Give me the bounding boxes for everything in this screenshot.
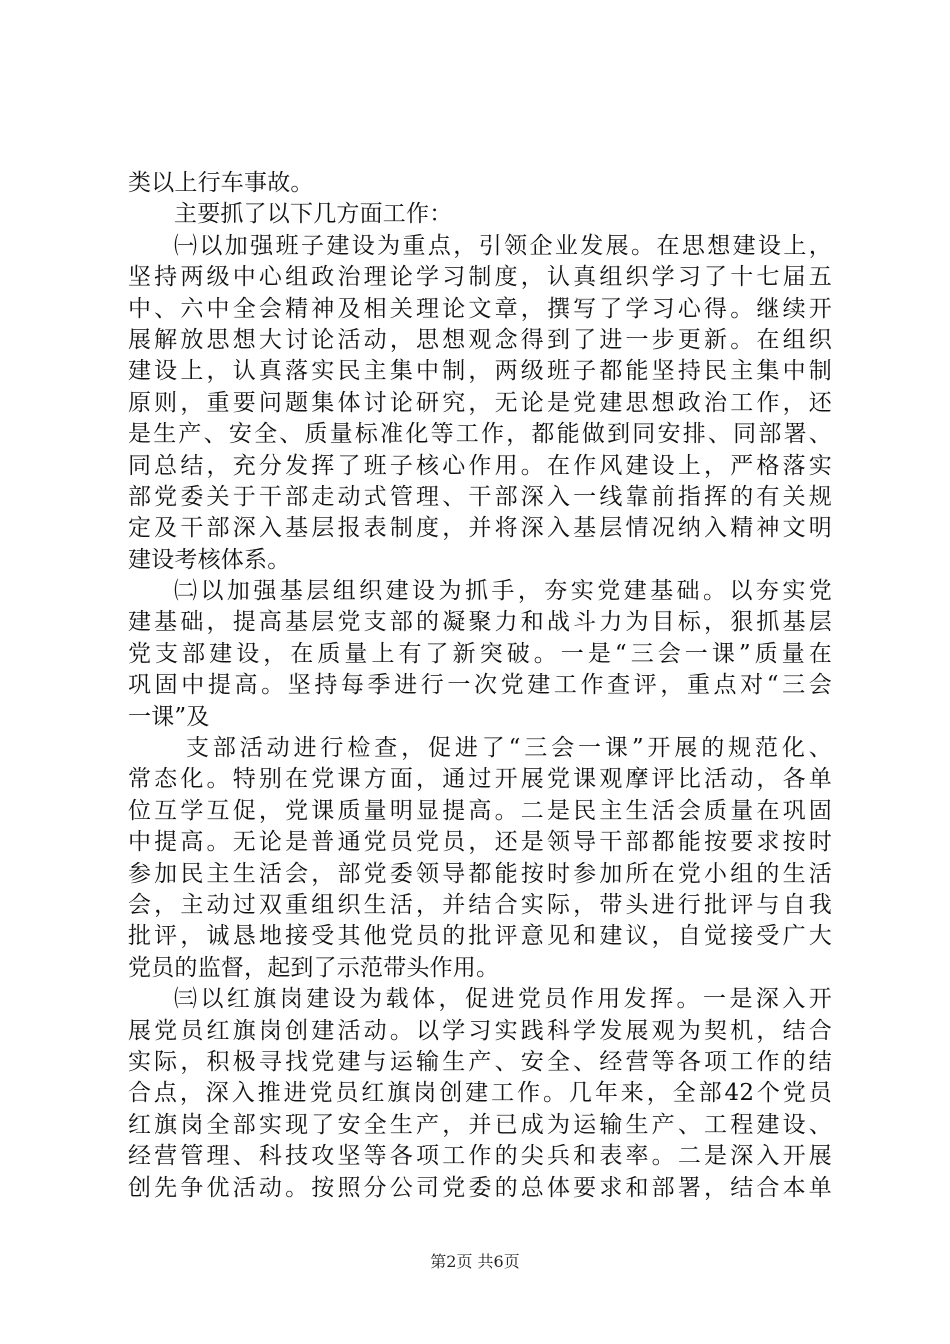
text-line: 党支部建设，在质量上有了新突破。一是“三会一课”质量在 <box>128 640 832 667</box>
text-line: ㈠以加强班子建设为重点，引领企业发展。在思想建设上， <box>174 232 832 259</box>
text-line: 建设上，认真落实民主集中制，两级班子都能坚持民主集中制 <box>128 358 832 385</box>
text-line: 党员的监督，起到了示范带头作用。 <box>128 954 500 981</box>
text-line: 红旗岗全部实现了安全生产，并已成为运输生产、工程建设、 <box>128 1111 832 1138</box>
text-line: 一课”及 <box>128 703 210 730</box>
body-text <box>128 168 832 1204</box>
text-line: 建设考核体系。 <box>128 546 291 573</box>
page-number-label: 第2页 共6页 <box>430 1252 520 1271</box>
text-line: 建基础，提高基层党支部的凝聚力和战斗力为目标，狠抓基层 <box>128 609 832 636</box>
text-line: 类以上行车事故。 <box>128 170 314 196</box>
text-line: 坚持两级中心组政治理论学习制度，认真组织学习了十七届五 <box>128 264 832 291</box>
text-line: 支部活动进行检查，促进了“三会一课”开展的规范化、 <box>186 735 832 762</box>
text-line: 位互学互促，党课质量明显提高。二是民主生活会质量在巩固 <box>128 797 832 824</box>
text-line: 经营管理、科技攻坚等各项工作的尖兵和表率。二是深入开展 <box>128 1143 832 1170</box>
text-line: 创先争优活动。按照分公司党委的总体要求和部署，结合本单 <box>128 1174 832 1201</box>
text-line: ㈡以加强基层组织建设为抓手，夯实党建基础。以夯实党 <box>174 578 832 605</box>
text-line: 原则，重要问题集体讨论研究，无论是党建思想政治工作，还 <box>128 389 832 416</box>
text-line: 部党委关于干部走动式管理、干部深入一线靠前指挥的有关规 <box>128 483 832 510</box>
text-line: 展党员红旗岗创建活动。以学习实践科学发展观为契机，结合 <box>128 1017 832 1044</box>
text-line: 批评，诚恳地接受其他党员的批评意见和建议，自觉接受广大 <box>128 923 832 950</box>
text-line: 参加民主生活会，部党委领导都能按时参加所在党小组的生活 <box>128 860 832 887</box>
text-line: 展解放思想大讨论活动，思想观念得到了进一步更新。在组织 <box>128 326 832 353</box>
page-footer <box>0 1251 950 1273</box>
text-line: 同总结，充分发挥了班子核心作用。在作风建设上，严格落实 <box>128 452 832 479</box>
text-line: 会，主动过双重组织生活，并结合实际，带头进行批评与自我 <box>128 891 832 918</box>
text-line: 合点，深入推进党员红旗岗创建工作。几年来，全部42个党员 <box>128 1080 832 1107</box>
text-line: 实际，积极寻找党建与运输生产、安全、经营等各项工作的结 <box>128 1048 832 1075</box>
text-line: 是生产、安全、质量标准化等工作，都能做到同安排、同部署、 <box>128 421 832 448</box>
text-line: ㈢以红旗岗建设为载体，促进党员作用发挥。一是深入开 <box>174 986 832 1013</box>
text-line: 常态化。特别在党课方面，通过开展党课观摩评比活动，各单 <box>128 766 832 793</box>
text-line: 主要抓了以下几方面工作： <box>174 201 453 228</box>
text-line: 定及干部深入基层报表制度，并将深入基层情况纳入精神文明 <box>128 515 832 542</box>
text-line: 中提高。无论是普通党员党员，还是领导干部都能按要求按时 <box>128 829 832 856</box>
text-line: 中、六中全会精神及相关理论文章，撰写了学习心得。继续开 <box>128 295 832 322</box>
text-line: 巩固中提高。坚持每季进行一次党建工作查评，重点对“三会 <box>128 672 832 699</box>
